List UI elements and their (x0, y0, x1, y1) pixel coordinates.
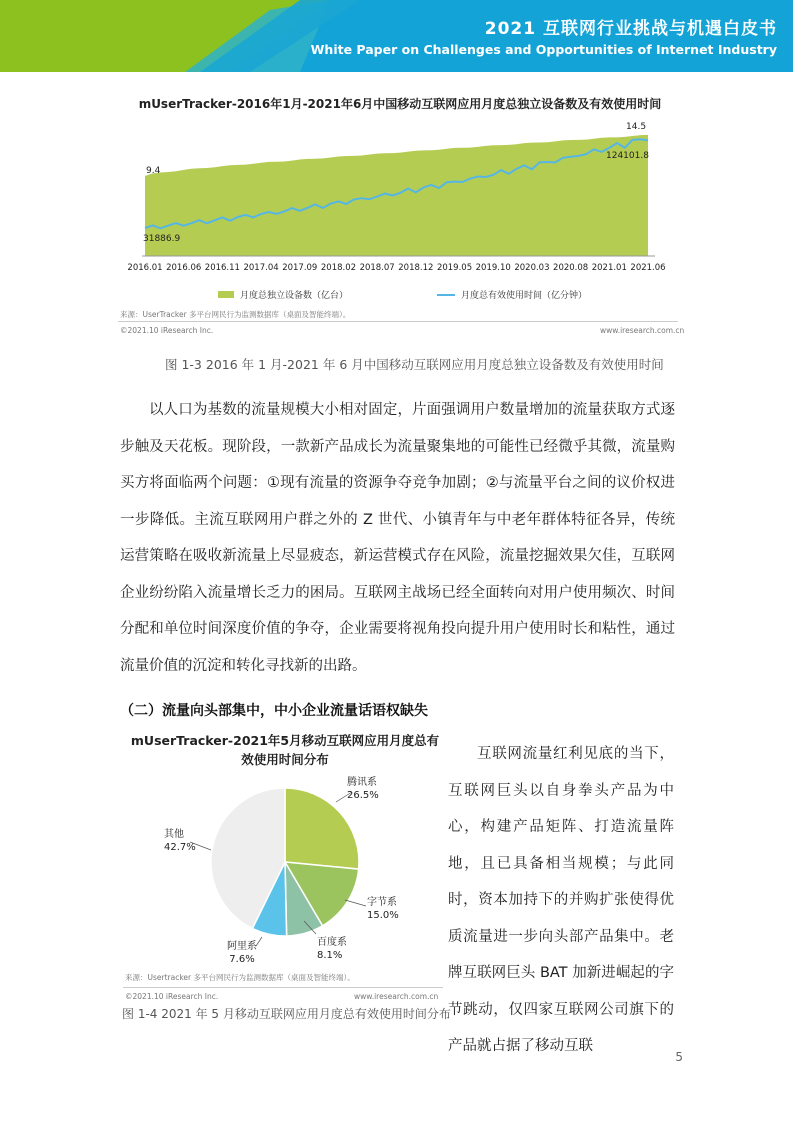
slice-name: 字节系 (367, 897, 397, 908)
x-tick-label: 2021.01 (591, 263, 627, 273)
chart2-title: mUserTracker-2021年5月移动互联网应用月度总有效使用时间分布 (130, 733, 440, 767)
page-number: 5 (675, 1050, 683, 1064)
area-end-label: 14.5 (626, 122, 647, 132)
x-tick-label: 2020.08 (553, 263, 589, 273)
chart2-website: www.iresearch.com.cn (354, 992, 439, 1001)
slice-name: 阿里系 (227, 941, 257, 952)
pie-label-baidu (317, 936, 347, 962)
x-tick-label: 2017.09 (282, 263, 318, 273)
slice-name: 百度系 (317, 937, 347, 948)
chart1-website: www.iresearch.com.cn (600, 326, 685, 335)
slice-value: 42.7% (164, 842, 196, 853)
header-subtitle: White Paper on Challenges and Opportunities of Internet Industry (310, 42, 777, 57)
pie-label-others (164, 828, 196, 854)
x-tick-label: 2018.02 (320, 263, 357, 273)
section-heading: （二）流量向头部集中，中小企业流量话语权缺失 (120, 703, 428, 719)
slice-value: 15.0% (367, 910, 399, 921)
pie-slices (211, 788, 359, 936)
line-end-label: 124101.8 (606, 151, 649, 161)
chart1-copyright: ©2021.10 iResearch Inc. (120, 326, 214, 335)
side-paragraph: 互联网流量红利见底的当下，互联网巨头以自身拳头产品为中心，构建产品矩阵、打造流量阵地，且已具备相当规模；与此同时，资本加持下的并购扩张使得优质流量进一步向头部产品集中。老牌互联网巨头 BAT 加新进崛起的字节跳动，仅四家互联网公司旗下的产品就占据了移动互联 (448, 746, 674, 1054)
x-tick-label: 2020.03 (514, 263, 550, 273)
pie-label-bytedance (367, 896, 399, 922)
chart1-source: 来源：UserTracker 多平台网民行为监测数据库（桌面及智能终端）。 (120, 310, 351, 319)
x-tick-label: 2018.07 (359, 263, 395, 273)
figure-caption-1-3: 图 1-3 2016 年 1 月-2021 年 6 月中国移动互联网应用月度总独立设备数及有效使用时间 (165, 357, 664, 372)
slice-value: 8.1% (317, 950, 343, 961)
chart2-copyright: ©2021.10 iResearch Inc. (125, 992, 219, 1001)
x-tick-label: 2016.01 (127, 263, 163, 273)
figure-caption-1-4: 图 1-4 2021 年 5 月移动互联网应用月度总有效使用时间分布 (122, 1007, 451, 1021)
x-tick-label: 2017.04 (243, 263, 279, 273)
slice-value: 7.6% (229, 954, 255, 965)
line-start-label: 31886.9 (143, 234, 181, 244)
x-tick-label: 2019.05 (436, 263, 473, 273)
pie-label-tencent (347, 776, 379, 802)
x-tick-label: 2019.10 (475, 263, 511, 273)
body-paragraph: 以人口为基数的流量规模大小相对固定，片面强调用户数量增加的流量获取方式逐步触及天花板。现阶段，一款新产品成长为流量聚集地的可能性已经微乎其微，流量购买方将面临两个问题：①现有流量的资源争夺竞争加剧；②与流量平台之间的议价权进一步降低。主流互联网用户群之外的 Z 世代、小镇青年与中老年群体特征各异，传统运营策略在吸收新流量上尽显疲态，新运营模式存在风险，流量挖掘效果欠佳，互联网企业纷纷陷入流量增长乏力的困局。互联网主战场已经全面转向对用户使用频次、时间分配和单位时间深度价值的争夺，企业需要将视角投向提升用户使用时长和粘性，通过流量价值的沉淀和转化寻找新的出路。 (120, 402, 675, 674)
slice-value: 26.5% (347, 790, 379, 801)
x-tick-label: 2016.11 (204, 263, 240, 273)
area-start-label: 9.4 (146, 166, 161, 176)
legend-label: 月度总有效使用时间（亿分钟） (461, 291, 588, 301)
slice-name: 其他 (164, 829, 184, 840)
slice-name: 腾讯系 (347, 777, 377, 788)
chart1-title: mUserTracker-2016年1月-2021年6月中国移动互联网应用月度总独立设备数及有效使用时间 (138, 97, 662, 111)
legend-label: 月度总独立设备数（亿台） (240, 291, 349, 301)
pie-label-alibaba (227, 940, 257, 966)
x-tick-label: 2016.06 (166, 263, 202, 273)
chart2-source: 来源：Usertracker 多平台网民行为监测数据库（桌面及智能终端）。 (125, 973, 355, 982)
chart2-divider (123, 987, 443, 988)
header-title: 2021 互联网行业挑战与机遇白皮书 (484, 19, 777, 39)
x-tick-label: 2021.06 (630, 263, 666, 273)
x-tick-label: 2018.12 (398, 263, 434, 273)
